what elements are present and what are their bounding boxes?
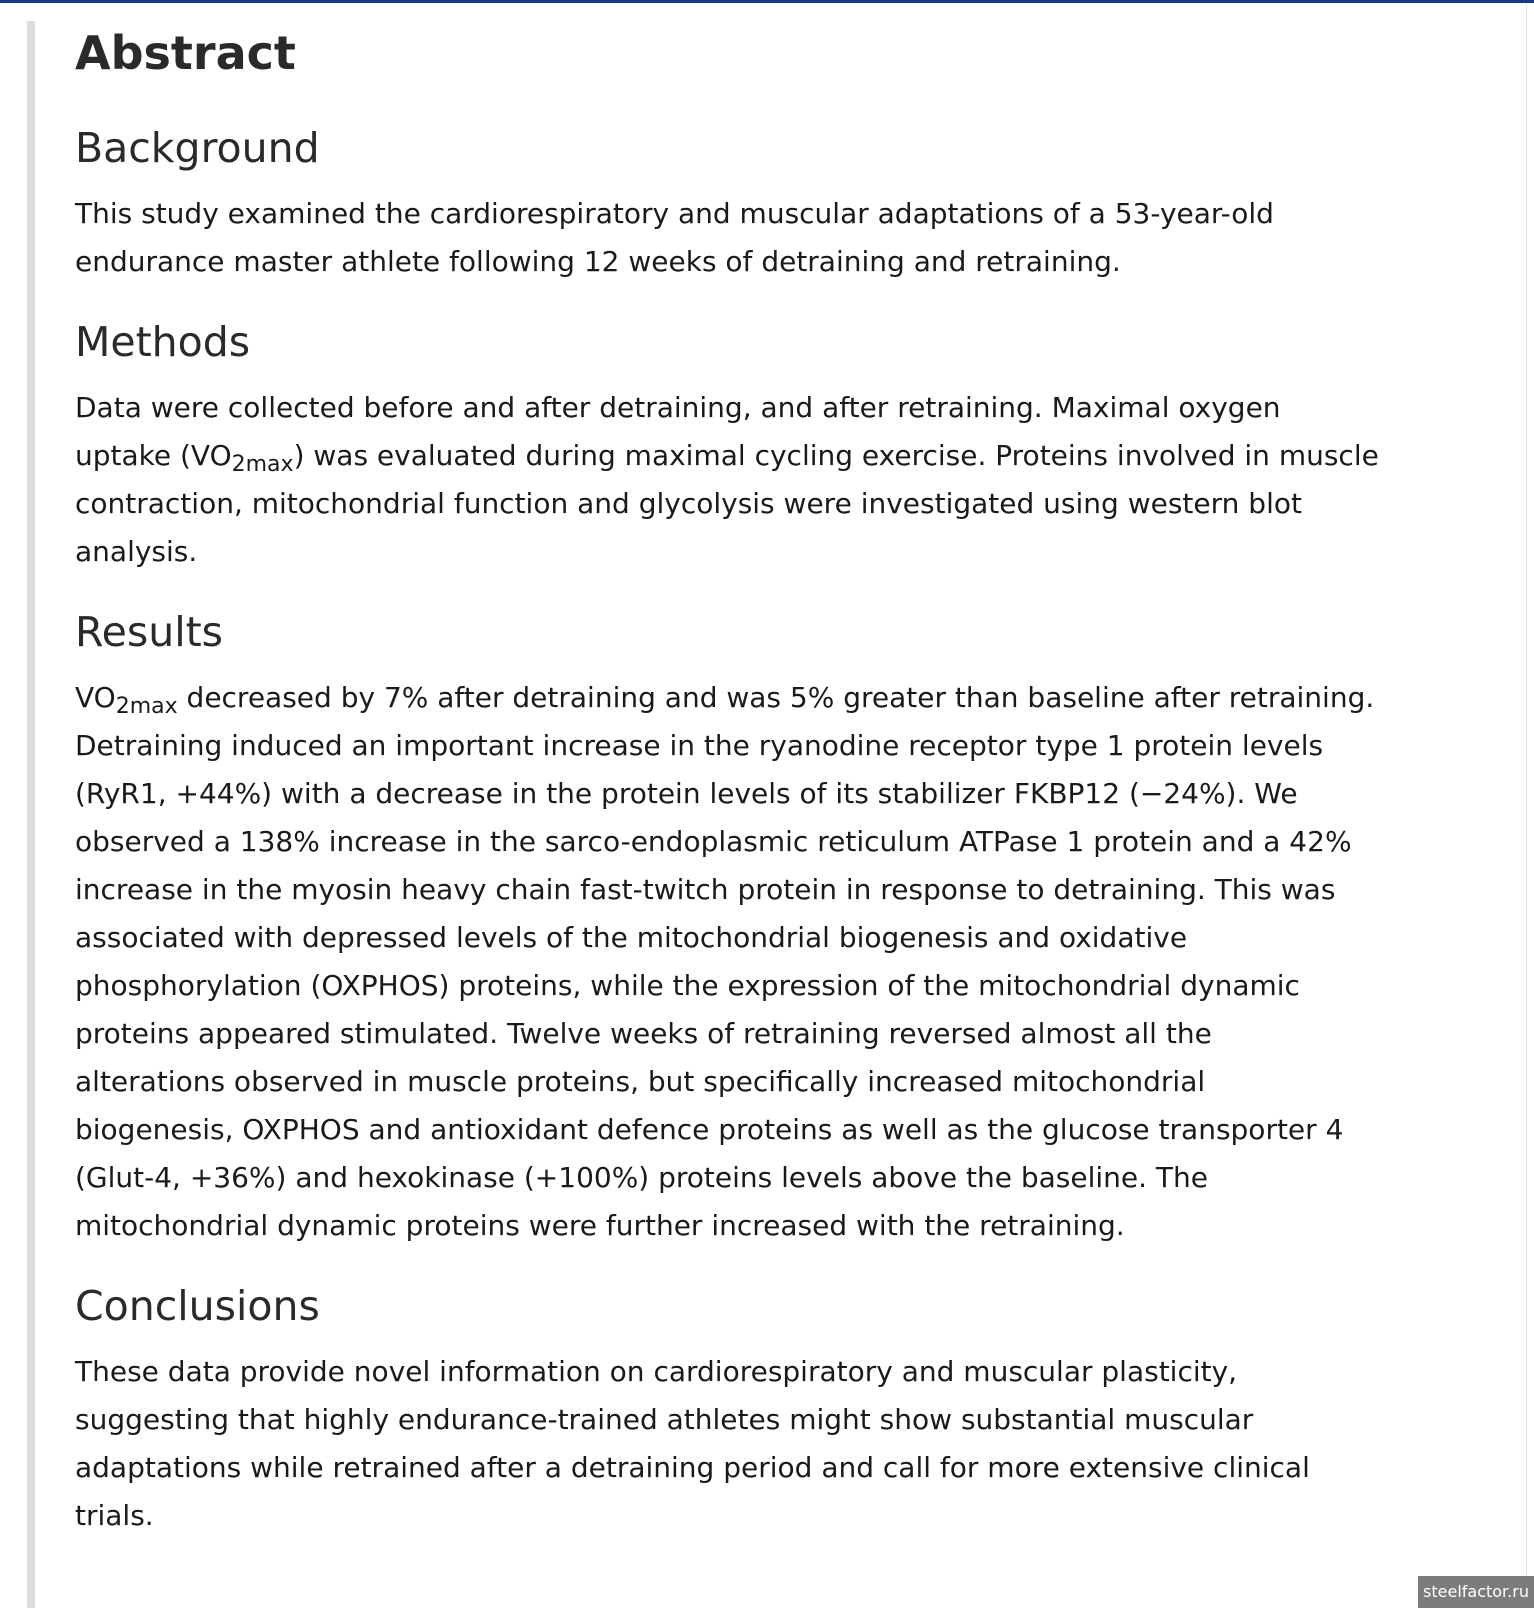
text-line (75, 914, 1455, 962)
text-segment: ) was evaluated during maximal cycling exercise. Proteins involved in muscle (293, 439, 1379, 472)
left-border-bar (27, 21, 35, 1608)
text-segment: increase in the myosin heavy chain fast-twitch protein in response to detraining. This was (75, 873, 1336, 906)
text-line (75, 1202, 1455, 1250)
section-heading-methods: Methods (75, 318, 251, 366)
text-segment: trials. (75, 1499, 154, 1532)
text-segment: decreased by 7% after detraining and was 5% greater than baseline after retraining. (177, 681, 1375, 714)
abstract-title: Abstract (75, 26, 296, 80)
text-segment: Detraining induced an important increase in the ryanodine receptor type 1 protein levels (75, 729, 1324, 762)
text-line (75, 432, 1455, 480)
text-segment: contraction, mitochondrial function and glycolysis were investigated using western blot (75, 487, 1302, 520)
top-rule (0, 0, 1534, 3)
text-line (75, 722, 1455, 770)
section-paragraph-conclusions (75, 1348, 1455, 1540)
section-heading-results: Results (75, 608, 224, 656)
text-line (75, 770, 1455, 818)
abstract-sections (75, 120, 1455, 1540)
subscript: 2max (115, 694, 178, 719)
watermark: steelfactor.ru (1418, 1576, 1534, 1608)
text-line (75, 1106, 1455, 1154)
text-segment: observed a 138% increase in the sarco-endoplasmic reticulum ATPase 1 protein and a 42% (75, 825, 1352, 858)
text-line (75, 1154, 1455, 1202)
text-segment: (RyR1, +44%) with a decrease in the protein levels of its stabilizer FKBP12 (−24%). We (75, 777, 1298, 810)
abstract-content (75, 20, 1455, 1568)
text-segment: phosphorylation (OXPHOS) proteins, while the expression of the mitochondrial dynamic (75, 969, 1300, 1002)
text-line (75, 528, 1455, 576)
section-paragraph-results (75, 674, 1455, 1250)
text-segment: This study examined the cardiorespiratory and muscular adaptations of a 53-year-old (75, 197, 1274, 230)
text-segment: Data were collected before and after detraining, and after retraining. Maximal oxygen (75, 391, 1281, 424)
text-segment: (Glut-4, +36%) and hexokinase (+100%) proteins levels above the baseline. The (75, 1161, 1208, 1194)
text-segment: VO (75, 681, 116, 714)
text-line (75, 1010, 1455, 1058)
text-line (75, 1492, 1455, 1540)
text-segment: These data provide novel information on cardiorespiratory and muscular plasticity, (75, 1355, 1238, 1388)
section-heading-background: Background (75, 124, 320, 172)
text-line (75, 384, 1455, 432)
text-line (75, 962, 1455, 1010)
section-heading-conclusions: Conclusions (75, 1282, 320, 1330)
text-segment: associated with depressed levels of the mitochondrial biogenesis and oxidative (75, 921, 1188, 954)
text-segment: uptake (VO (75, 439, 232, 472)
text-line (75, 1058, 1455, 1106)
text-line (75, 818, 1455, 866)
text-line (75, 674, 1455, 722)
right-edge-line (1526, 3, 1527, 1608)
section-paragraph-methods (75, 384, 1455, 576)
text-line (75, 1444, 1455, 1492)
text-segment: biogenesis, OXPHOS and antioxidant defence proteins as well as the glucose transporter 4 (75, 1113, 1344, 1146)
section-paragraph-background (75, 190, 1455, 286)
text-segment: adaptations while retrained after a detraining period and call for more extensive clinical (75, 1451, 1310, 1484)
text-line (75, 190, 1455, 238)
text-line (75, 1396, 1455, 1444)
text-segment: proteins appeared stimulated. Twelve weeks of retraining reversed almost all the (75, 1017, 1212, 1050)
text-segment: analysis. (75, 535, 198, 568)
text-segment: mitochondrial dynamic proteins were further increased with the retraining. (75, 1209, 1125, 1242)
text-segment: endurance master athlete following 12 weeks of detraining and retraining. (75, 245, 1121, 278)
text-line (75, 866, 1455, 914)
text-line (75, 1348, 1455, 1396)
text-segment: suggesting that highly endurance-trained athletes might show substantial muscular (75, 1403, 1254, 1436)
subscript: 2max (231, 452, 294, 477)
text-segment: alterations observed in muscle proteins, but specifically increased mitochondrial (75, 1065, 1206, 1098)
text-line (75, 480, 1455, 528)
text-line (75, 238, 1455, 286)
